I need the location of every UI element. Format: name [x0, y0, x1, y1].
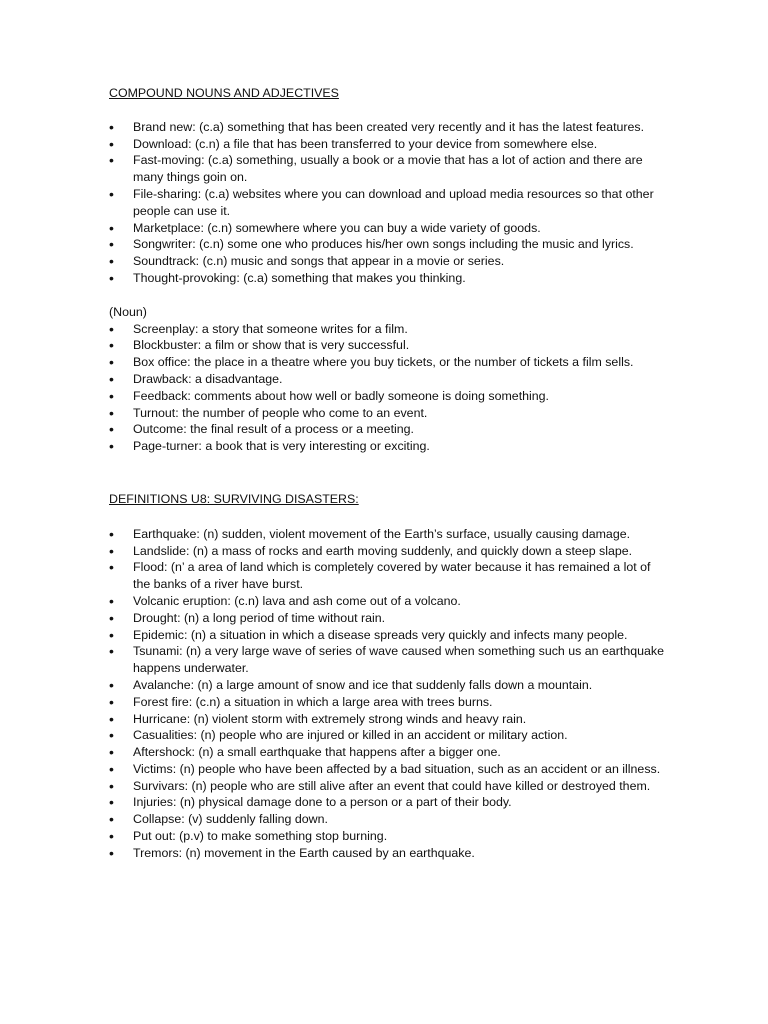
section-heading-compound-nouns: COMPOUND NOUNS AND ADJECTIVES [109, 86, 339, 100]
list-item: • Drought: (n) a long period of time without rain. [109, 610, 664, 627]
list-item: • Tremors: (n) movement in the Earth caused by an earthquake. [109, 845, 664, 862]
list-item: • Tsunami: (n) a very large wave of series of wave caused when something such us an earthquake happens underwater. [109, 643, 664, 677]
list-item: • Epidemic: (n) a situation in which a disease spreads very quickly and infects many people. [109, 627, 664, 644]
list-item: • Songwriter: (c.n) some one who produces his/her own songs including the music and lyrics. [109, 236, 664, 253]
section-heading-surviving-disasters: DEFINITIONS U8: SURVIVING DISASTERS: [109, 491, 359, 506]
list-item: • Casualities: (n) people who are injured or killed in an accident or military action. [109, 727, 664, 744]
list-item: • Collapse: (v) suddenly falling down. [109, 811, 664, 828]
list-item: • Blockbuster: a film or show that is very successful. [109, 337, 664, 354]
noun-list [109, 321, 664, 455]
list-item: • Thought-provoking: (c.a) something that makes you thinking. [109, 270, 664, 287]
compound-nouns-list [109, 119, 664, 287]
list-item: • Avalanche: (n) a large amount of snow and ice that suddenly falls down a mountain. [109, 677, 664, 694]
list-item: • Volcanic eruption: (c.n) lava and ash come out of a volcano. [109, 593, 664, 610]
list-item: • Aftershock: (n) a small earthquake that happens after a bigger one. [109, 744, 664, 761]
list-item: • Box office: the place in a theatre where you buy tickets, or the number of tickets a film sells. [109, 354, 664, 371]
disasters-list [109, 526, 664, 862]
list-item: • Turnout: the number of people who come to an event. [109, 405, 664, 422]
list-item: • Landslide: (n) a mass of rocks and earth moving suddenly, and quickly down a steep slape. [109, 543, 664, 560]
list-item: • Forest fire: (c.n) a situation in which a large area with trees burns. [109, 694, 664, 711]
list-item: • File-sharing: (c.a) websites where you can download and upload media resources so that other people can use it. [109, 186, 664, 220]
list-item: • Page-turner: a book that is very interesting or exciting. [109, 438, 664, 455]
list-item: • Download: (c.n) a file that has been transferred to your device from somewhere else. [109, 136, 664, 153]
list-item: • Flood: (n’ a area of land which is completely covered by water because it has remained a lot of the banks of a river have burst. [109, 559, 664, 593]
list-item: • Soundtrack: (c.n) music and songs that appear in a movie or series. [109, 253, 664, 270]
list-item: • Brand new: (c.a) something that has been created very recently and it has the latest features. [109, 119, 664, 136]
list-item: • Drawback: a disadvantage. [109, 371, 664, 388]
section-heading-noun: (Noun) [109, 304, 147, 319]
list-item: • Hurricane: (n) violent storm with extremely strong winds and heavy rain. [109, 711, 664, 728]
list-item: • Victims: (n) people who have been affected by a bad situation, such as an accident or an illness. [109, 761, 664, 778]
list-item: • Outcome: the final result of a process or a meeting. [109, 421, 664, 438]
list-item: • Feedback: comments about how well or badly someone is doing something. [109, 388, 664, 405]
list-item: • Put out: (p.v) to make something stop burning. [109, 828, 664, 845]
list-item: • Marketplace: (c.n) somewhere where you can buy a wide variety of goods. [109, 220, 664, 237]
list-item: • Injuries: (n) physical damage done to a person or a part of their body. [109, 794, 664, 811]
list-item: • Screenplay: a story that someone writes for a film. [109, 321, 664, 338]
list-item: • Survivars: (n) people who are still alive after an event that could have killed or destroyed them. [109, 778, 664, 795]
document-page [109, 85, 664, 862]
list-item: • Fast-moving: (c.a) something, usually a book or a movie that has a lot of action and there are many things goin on. [109, 152, 664, 186]
list-item: • Earthquake: (n) sudden, violent movement of the Earth’s surface, usually causing damage. [109, 526, 664, 543]
